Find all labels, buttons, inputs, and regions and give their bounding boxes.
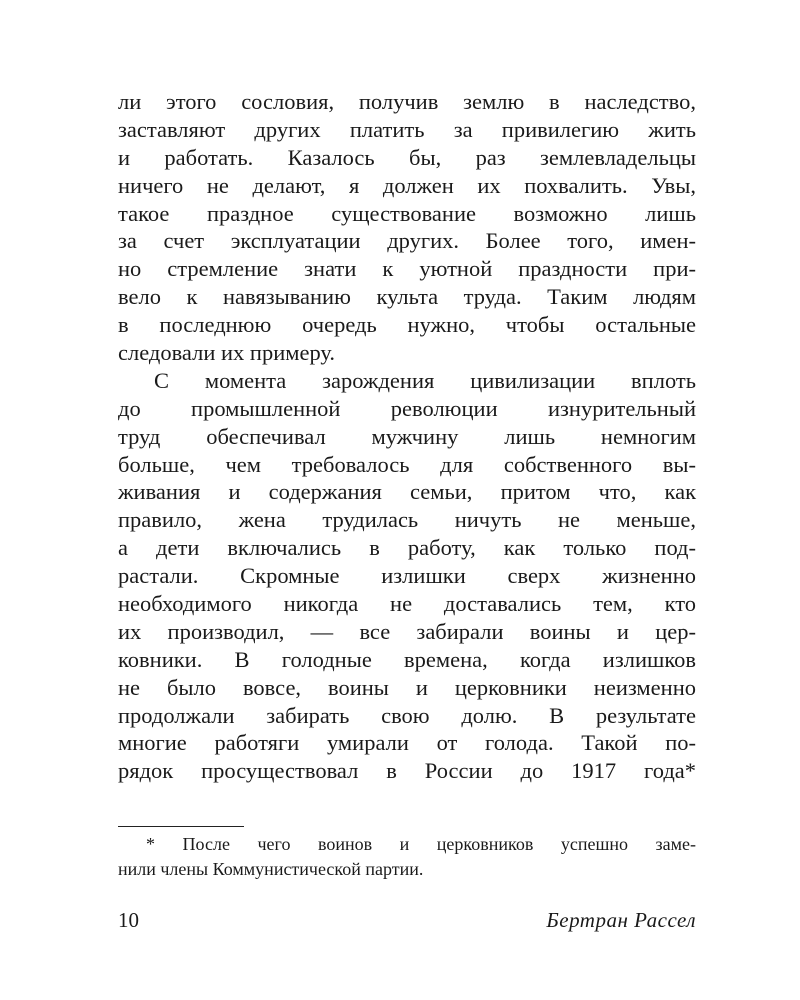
text-line: труд обеспечивал мужчину лишь немногим — [118, 423, 696, 449]
text-line: не было вовсе, воины и церковники неизменно — [118, 674, 696, 700]
text-line: ли этого сословия, получив землю в наследство, — [118, 89, 696, 114]
text-line: правило, жена трудилась ничуть не меньше, — [118, 507, 696, 533]
text-line: многие работяги умирали от голода. Такой по- — [118, 730, 696, 756]
text-line: ковники. В голодные времена, когда излишков — [118, 646, 696, 672]
text-line: до промышленной революции изнурительный — [118, 395, 696, 421]
text-line: такое праздное существование возможно лишь — [118, 200, 696, 226]
page-number: 10 — [118, 908, 139, 932]
footnote-divider — [118, 826, 244, 827]
text-line: в последнюю очередь нужно, чтобы остальные — [118, 312, 696, 338]
text-line: следовали их примеру. — [118, 340, 336, 366]
text-line: и работать. Казалось бы, раз землевладельцы — [118, 144, 696, 170]
text-line: живания и содержания семьи, притом что, как — [118, 479, 696, 505]
text-line: больше, чем требовалось для собственного вы- — [118, 451, 696, 477]
body-text — [118, 88, 696, 785]
footnote-line: * После чего воинов и церковников успешно заме- — [146, 834, 696, 854]
text-line: заставляют других платить за привилегию жить — [118, 116, 696, 142]
text-line: необходимого никогда не доставались тем, кто — [118, 591, 696, 617]
footnote-line: нили члены Коммунистической партии. — [118, 859, 424, 879]
text-line: продолжали забирать свою долю. В результате — [118, 702, 696, 728]
text-line: но стремление знати к уютной праздности при- — [118, 256, 696, 282]
text-line: а дети включались в работу, как только под- — [118, 535, 696, 561]
page-footer — [118, 908, 696, 938]
text-line: вело к навязыванию культа труда. Таким людям — [118, 284, 696, 310]
running-header-author: Бертран Рассел — [546, 908, 696, 932]
footnote — [118, 832, 696, 882]
text-line: растали. Скромные излишки сверх жизненно — [118, 563, 696, 589]
text-line: ничего не делают, я должен их похвалить. Увы, — [118, 172, 696, 198]
text-line: С момента зарождения цивилизации вплоть — [154, 367, 696, 393]
text-line: за счет эксплуатации других. Более того, имен- — [118, 228, 696, 254]
text-line: их производил, — все забирали воины и цер- — [118, 618, 696, 644]
text-line: рядок просуществовал в России до 1917 года* — [118, 758, 696, 784]
